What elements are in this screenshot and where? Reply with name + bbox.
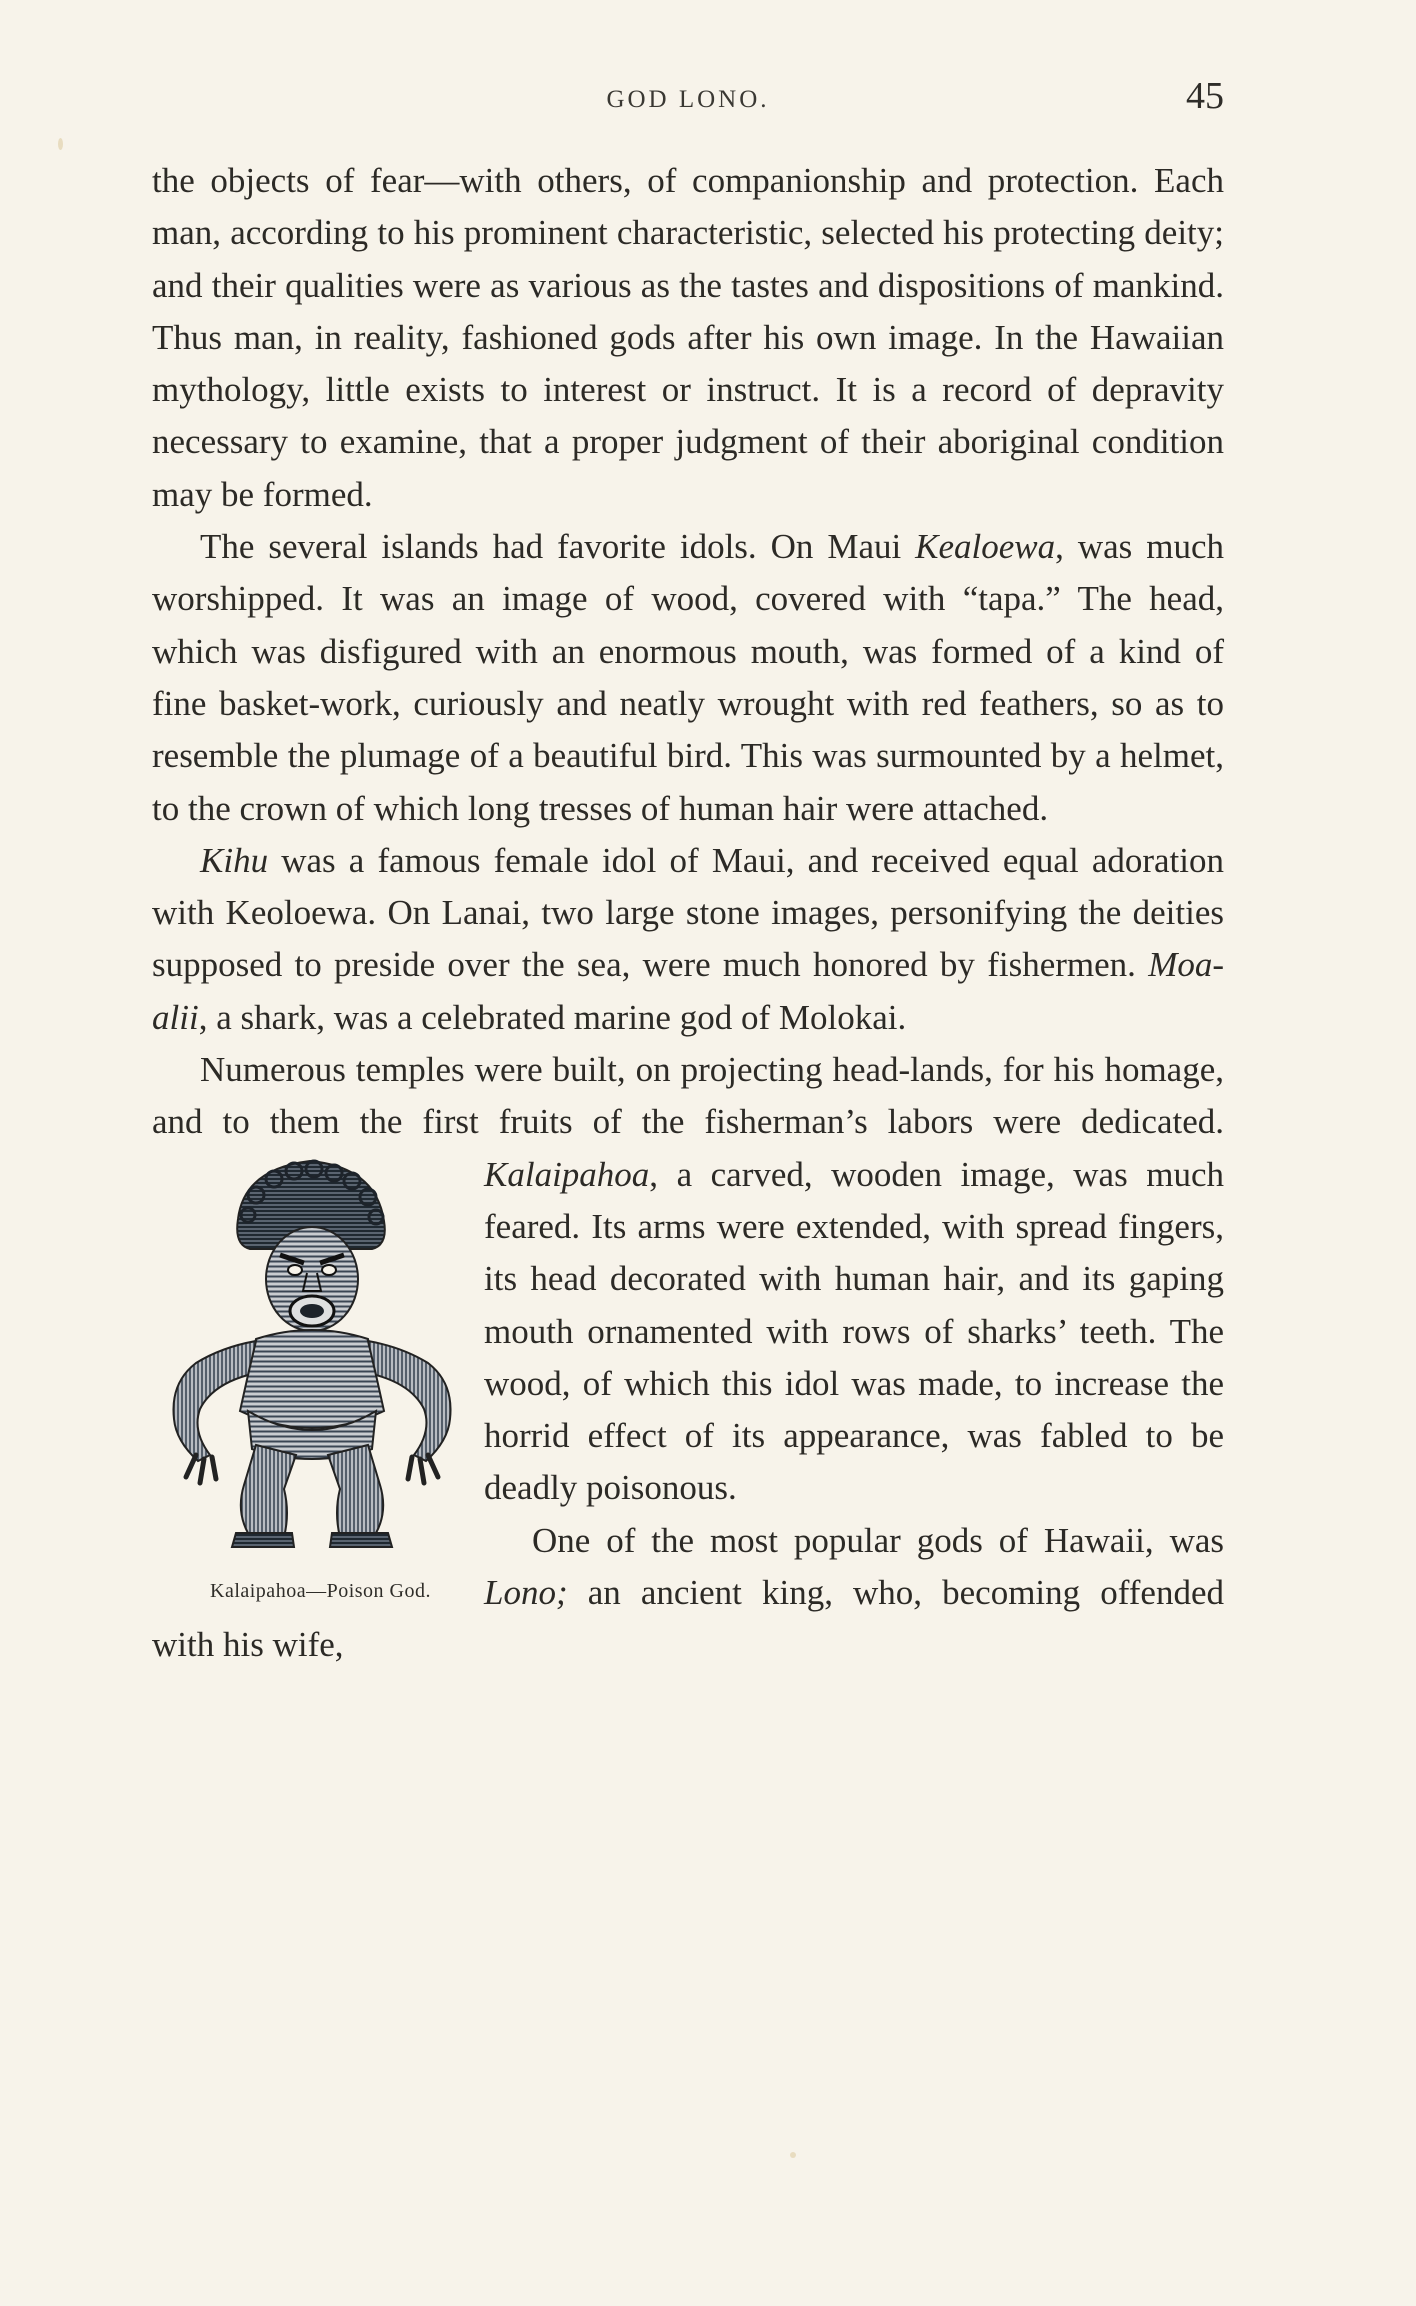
text-run: , a carved, wooden image, was much feared. Its arms were extended, with spread fingers, its head decorated with human hair, and its gaping mouth ornamented with rows of sharks’ teeth. The wood, of which this idol was made, to increase the horrid effect of its appearance, was fabled to be deadly poisonous. (484, 1154, 1224, 1508)
paragraph-3 (152, 835, 1224, 1044)
paragraph-1: the objects of fear—with others, of companionship and protection. Each man, according to his prominent characteristic, selected his protecting deity; and their qualities were as various as the tastes and dispositions of mankind. Thus man, in reality, fashioned gods after his own image. In the Hawaiian mythology, little exists to interest or instruct. It is a record of depravity necessary to examine, that a proper judgment of their aboriginal condition may be formed. (152, 161, 1224, 514)
text-run: an ancient king, who, becoming offended with his wife, (152, 1573, 1224, 1665)
body-text (152, 155, 1224, 1672)
text-run: One of the most popular gods of Hawaii, was (532, 1520, 1224, 1560)
idol-name-moa-alii: Moa-alii (152, 945, 1224, 1037)
running-title: GOD LONO. (606, 86, 770, 113)
god-name-lono: Lono; (484, 1573, 568, 1613)
text-run: , a shark, was a celebrated marine god of Molokai. (198, 997, 907, 1037)
paper-speck (790, 2152, 796, 2158)
text-run: Numerous temples were built, on projecting head-lands, for his homage, and to them the first fruits of the fisherman’s labors were dedicated. (152, 1050, 1224, 1142)
idol-name-kalaipahoa: Kalaipahoa (484, 1154, 650, 1194)
idol-name-kihu: Kihu (200, 840, 269, 880)
paper-speck (58, 138, 63, 150)
idol-name-kealoewa: Kealoewa (915, 527, 1056, 567)
figure-caption: Kalaipahoa—Poison God. (210, 1579, 431, 1602)
idol-figure (142, 1149, 472, 1601)
running-head (152, 74, 1224, 124)
text-run: was a famous female idol of Maui, and received equal adoration with Keoloewa. On Lanai, two large stone images, personifying the deities supposed to preside over the sea, were much honored by fishermen. (152, 840, 1224, 985)
text-run: The several islands had favorite idols. On Maui (200, 527, 916, 567)
text-run: , was much worshipped. It was an image of wood, covered with “tapa.” The head, which was disfigured with an enormous mouth, was formed of a kind of fine basket-work, curiously and neatly wrought with red feathers, so as to resemble the plumage of a beautiful bird. This was surmounted by a helmet, to the crown of which long tresses of human hair were attached. (152, 527, 1224, 828)
kalaipahoa-engraving (152, 1149, 468, 1559)
paragraph-2 (152, 521, 1224, 835)
page-number: 45 (1186, 75, 1224, 117)
